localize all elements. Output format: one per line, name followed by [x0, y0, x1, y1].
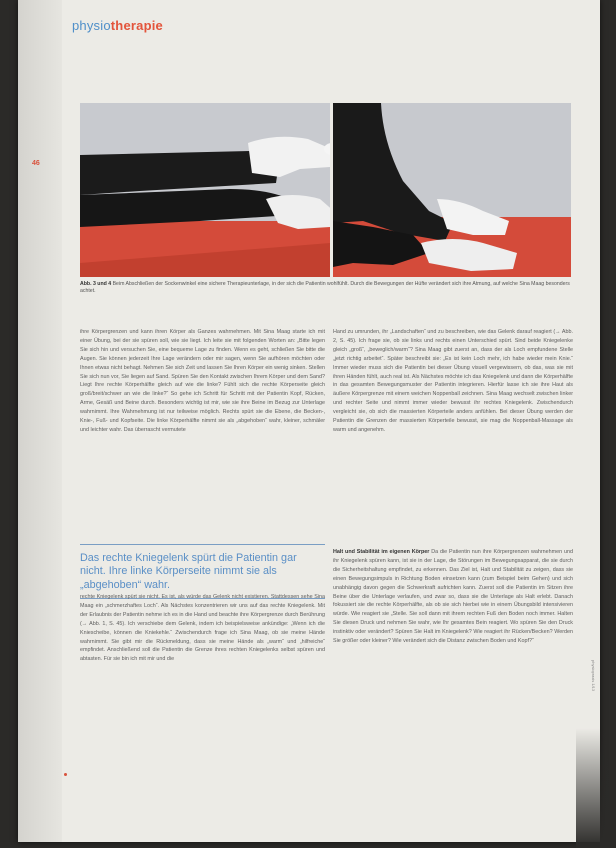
photo-legs-bent: [333, 103, 571, 277]
body-text-left-bottom: [80, 593, 325, 664]
section-text: Da die Patientin nun ihre Körpergrenzen wahrnehmen und ihr Kniegelenk spüren kann, ist sie in der Lage, die Störungen im Bewegungsapparat, die sie durch die Sicherheitshaltung empfindet, zu erkennen. Das Ziel ist, Halt und Stabilität zu zeigen, dass sie einen Bewegungsimpuls in Richtung Boden einsetzen kann (zum Beispiel beim Gehen) und sich unabhängig davon gegen die Schwerkraft aufrichten kann. Zuerst soll die Patientin im Sitzen ihre Beine über die Unterlage verlaufen, und zwar so, dass sie die Unterlage als Halt erlebt. Danach fokussiert sie die rechte Körperhälfte, als ob sie sich hierbei wie in einem Übungsbild intensivieren würde. Wie reagiert sie „Stelle. Sie soll dann mit ihrem rechten Fuß den Boden noch immer. Halten Sie diesen Druck und nehmen Sie wahr, wie Ihr gesamtes Bein reagiert. Wo spüren Sie den Druck instinktiv oder verändert? Spüren Sie Halt im Kniegelenk? Wie reagiert ihr Rücken/Becken? Werden Sie größer oder kleiner? Wie verändert sich die Distanz zwischen Boden und Kopf?“: [333, 549, 573, 645]
paragraph: Hand zu umrunden, ihr „Landschaften“ und zu beschreiben, wie das Gelenk darauf reagiert (→ Abb. 2, S. 45). Ich frage sie, ob sie links und rechts einen Unterschied spürt. Sind beide Kniegelenke gleich „groß“, „beweglich/warm“? Sina Maag gibt zuerst an, dass der als Loch empfundene Stelle „jetzt richtig arbeitet“. Später beschreibt sie: „Es ist kein Loch mehr, ich habe wieder mein Knie.“ Immer wieder muss sich die Patientin bei dieser Übung visuell vergewissern, ob das, was sie mit ihren Händen fühlt, auch real ist. Als Nächstes möchte ich das Kniegelenk und dann die Körperhälfte in das gesamten Bewegungsmuster der Patientin integrieren. Hierfür lasse ich sie ihre Haut als äußere Körpergrenze mit einem weichen Noppenball zeichnen. Sina Maag wechselt zwischen linker und rechter Seite und nimmt immer wieder bewusst ihr rechtes Kniegelenk. Zwischendurch vergleicht sie, ob sich die massierten Körperteile anders anfühlen. Bei dieser Übung werden der Patientin die Grenzen der massierten Körperteile bewusst, sie mag die Noppenball-Massage als warm und angenehm.: [333, 329, 573, 433]
pull-quote: Das rechte Kniegelenk spürt die Patientin gar nicht. Ihre linke Körperseite nimmt sie als „abgehoben“ wahr.: [80, 544, 325, 599]
page-binding-shadow: [18, 0, 62, 842]
page-number: 46: [32, 160, 40, 167]
figure-caption: [80, 281, 572, 295]
paragraph: [333, 548, 573, 646]
paragraph: ihre Körpergrenzen und kann ihren Körper als Ganzes wahrnehmen. Mit Sina Maag starte ich mit einer Übung, bei der sie spüren soll, wie sie liegt. Ich leite sie mit folgenden Worten an: „Bitte legen Sie sich hin und versuchen Sie, eine bequeme Lage zu finden. Wenn es geht, schließen Sie bitte die Augen. Sie können jederzeit Ihre Lage verändern oder mir sagen, wenn Sie aufhören möchten oder Ihnen etwas nicht behagt. Nehmen Sie sich Zeit und lassen Sie Ihren Körper ein wenig sinken. Stellen Sie sich nun vor, Sie liegen auf Sand. Spüren Sie den Kontakt zwischen Ihrem Körper und dem Sand? Liegt Ihre rechte Körperhälfte gleich auf wie die linke? Fühlt sich die rechte Körperseite gleich groß/breit/schwer an wie die linke?“ So gehe ich Schritt für Schritt mit der Patientin Kopf, Rücken, Arme, Gesäß und Beine durch. Besonders wichtig ist mir, wie sie ihre Beine im Bezug zur Unterlage wahrnimmt. Ihre Wahrnehmung ist nur teilweise möglich. Rechts spürt sie die Ebene, die Becken-, Knie-, Fuß- und Kopfseite. Die linke Körperhälfte nimmt sie als „abgehoben“ wahr, kleiner, schmäler und leichter wahr. Das überrascht vermutete: [80, 329, 325, 433]
header-physio: physio: [72, 18, 111, 33]
side-journal-note: physiopraxis 1/13: [591, 660, 596, 692]
body-text-right-bottom: [333, 548, 573, 646]
body-text-left-top: [80, 328, 325, 435]
photo-legs-stretched: [80, 103, 330, 277]
scan-corner-shadow: [576, 728, 616, 848]
end-marker: [64, 773, 67, 776]
section-subhead: Halt und Stabilität im eigenen Körper: [333, 549, 430, 555]
header-therapie: therapie: [110, 18, 163, 33]
magazine-header: [72, 18, 163, 33]
body-text-right-top: [333, 328, 573, 435]
paragraph: rechte Kniegelenk spürt sie nicht. Es ist, als würde das Gelenk nicht existieren. Stattdessen sehe Sina Maag ein „schmerzhaftes Loch“. Als Nächstes konzentrieren wir uns auf das rechte Kniegelenk. Mit der Erlaubnis der Patientin nehme ich es in die Hand und beachte ihre Körpergrenze durch Berührung (→ Abb. 1, S. 45). Ich verschiebe dem Gelenk, indem ich beispielsweise ankündige: „Wenn ich die Kniescheibe, können die Kniekehle.“ Zwischendurch frage ich Sina Maag, ob sie meine Hände wahrnimmt. Sie gibt mir die Rückmeldung, dass sie meine Hände als „warm“ und „hilfreiche“ empfindet. Anschließend soll die Patientin die Grenze ihres rechten Kniegelenks selbst spüren und abtasten. Für sie bin ich mit mir und die: [80, 594, 325, 663]
caption-label: Abb. 3 und 4: [80, 281, 112, 287]
caption-text: Beim Abschließen der Sockenwinkel eine sichere Therapieunterlage, in der sich die Patientin wohlfühlt. Durch die Bewegungen der Hüfte verändert sich ihre Atmung, auf welche Sina Maag besonders achtet.: [80, 281, 570, 295]
